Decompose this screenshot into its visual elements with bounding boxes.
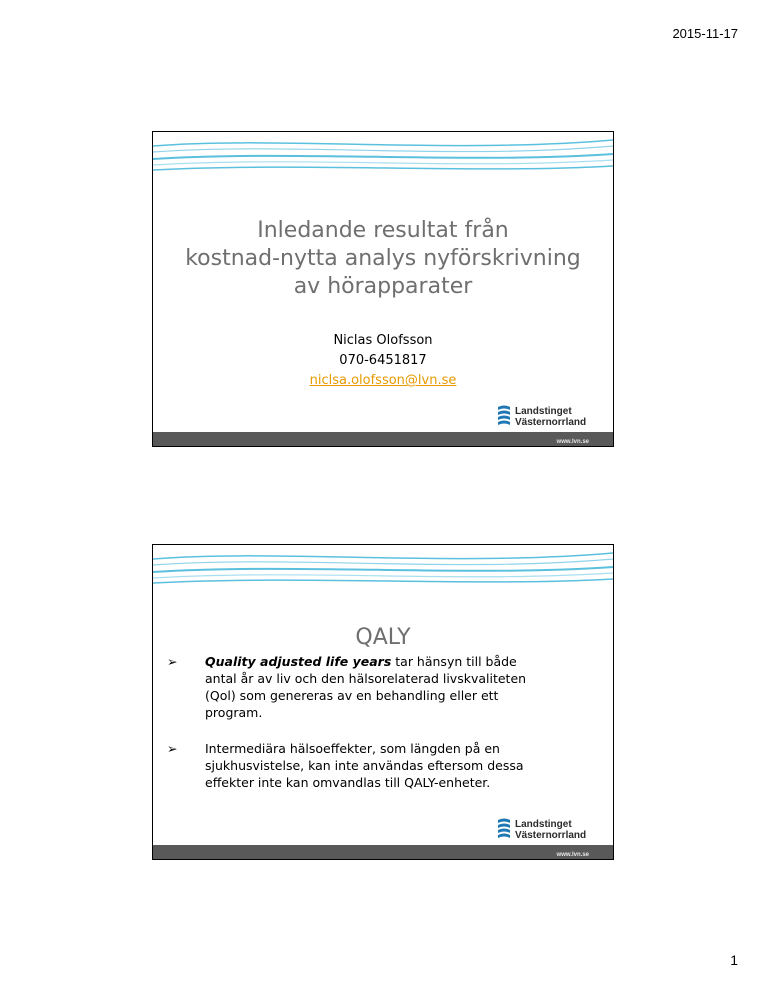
footer-url: www.lvn.se [556, 439, 589, 445]
wave-decoration [153, 132, 613, 182]
slide-2 [152, 544, 614, 860]
slide-footer-bar [153, 845, 613, 859]
slide-footer-bar [153, 432, 613, 446]
bullet-item [161, 653, 601, 721]
landstinget-logo [497, 817, 593, 843]
logo-line: Västernorrland [515, 830, 587, 841]
bullet-line: effekter inte kan omvandlas till QALY-enheter. [205, 775, 491, 790]
title-line: av hörapparater [293, 273, 473, 299]
logo-text [515, 406, 586, 428]
bullet-line: sjukhusvistelse, kan inte användas eftersom dessa [205, 758, 524, 773]
author-block [153, 331, 613, 391]
bullet-list [161, 653, 601, 810]
logo-line: Landstinget [515, 819, 572, 830]
bullet-line [205, 653, 601, 670]
bullet-line: Intermediära hälsoeffekter, som längden på en [205, 741, 500, 756]
title-line: Inledande resultat från [257, 217, 509, 243]
bullet-line: (Qol) som genereras av en behandling eller ett [205, 688, 499, 703]
bullet-line: antal år av liv och den hälsorelaterad livskvaliteten [205, 671, 527, 686]
page-date: 2015-11-17 [672, 26, 738, 41]
logo-line: Västernorrland [515, 417, 587, 428]
landstinget-logo [497, 404, 593, 430]
bullet-line: program. [205, 705, 263, 720]
landstinget-logo-icon [497, 404, 511, 428]
author-name: Niclas Olofsson [333, 333, 433, 348]
page-number: 1 [730, 952, 738, 968]
emphasis-text: Quality adjusted life years [205, 654, 392, 669]
logo-text [515, 819, 586, 841]
slide-2-title: QALY [355, 624, 411, 650]
slide-1 [152, 131, 614, 447]
landstinget-logo-icon [497, 817, 511, 841]
arrow-bullet-icon: ➢ [167, 654, 178, 669]
arrow-bullet-icon: ➢ [167, 741, 178, 756]
logo-line: Landstinget [515, 406, 572, 417]
author-phone: 070-6451817 [339, 353, 427, 368]
author-email-link[interactable]: niclsa.olofsson@lvn.se [309, 373, 457, 388]
title-line: kostnad-nytta analys nyförskrivning [185, 245, 581, 271]
bullet-text: tar hänsyn till både [391, 654, 517, 669]
slide-1-title [153, 217, 613, 301]
footer-url: www.lvn.se [556, 852, 589, 858]
wave-decoration [153, 545, 613, 595]
bullet-item [161, 740, 601, 791]
